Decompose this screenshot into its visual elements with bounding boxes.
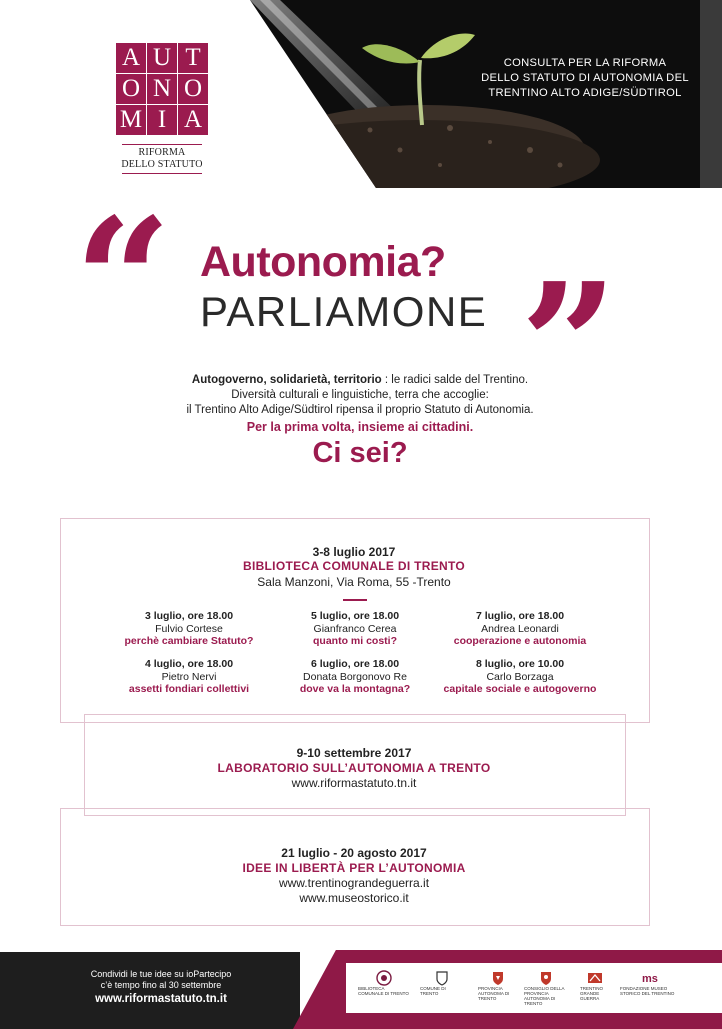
box3-url2-link[interactable]: www.museostorico.it — [299, 891, 409, 905]
logo-letter: N — [147, 74, 177, 104]
museo-storico-icon — [636, 970, 664, 986]
intro-line2: Diversità culturali e linguistiche, terra che accoglie: — [231, 389, 489, 401]
box3-title: IDEE IN LIBERTÀ PER L’AUTONOMIA — [242, 861, 466, 875]
header-edge-strip — [700, 0, 722, 188]
provincia-logo — [478, 970, 518, 1001]
box3-date: 21 luglio - 20 agosto 2017 — [281, 846, 427, 860]
logo-subtitle-line2: DELLO STATUTO — [121, 159, 203, 170]
event-item — [430, 610, 610, 648]
box1-address: Sala Manzoni, Via Roma, 55 -Trento — [257, 575, 451, 589]
share-url-link[interactable]: www.riformastatuto.tn.it — [95, 993, 227, 1005]
box1-venue: BIBLIOTECA COMUNALE DI TRENTO — [242, 559, 466, 573]
event-when: 8 luglio, ore 10.00 — [475, 658, 565, 670]
box3-url1-link[interactable]: www.trentinograndeguerra.it — [278, 876, 430, 890]
event-item — [265, 610, 445, 648]
logo-label: PROVINCIA AUTONOMA DI TRENTO — [478, 986, 510, 1001]
event-speaker: Carlo Borzaga — [486, 670, 554, 683]
logo-label: BIBLIOTECA COMUNALE DI TRENTO — [358, 986, 409, 996]
intro-text — [110, 373, 610, 418]
biblioteca-logo — [358, 970, 410, 996]
share-ideas-block — [72, 969, 250, 1007]
event-topic: dove va la montagna? — [299, 683, 411, 695]
intro-bold-lead: Autogoverno, solidarietà, territorio — [191, 374, 382, 386]
headline-subtitle: PARLIAMONE — [200, 288, 488, 335]
event-when: 7 luglio, ore 18.00 — [475, 610, 565, 622]
event-speaker: Andrea Leonardi — [481, 622, 559, 635]
logo-letter: U — [147, 43, 177, 73]
event-topic: quanto mi costi? — [313, 635, 397, 647]
logo-rule — [122, 144, 202, 145]
logo-letter: M — [116, 105, 146, 135]
box1-date: 3-8 luglio 2017 — [312, 545, 396, 559]
event-item — [99, 658, 279, 696]
event-item — [430, 658, 610, 696]
comune-crest-icon — [434, 970, 450, 986]
event-speaker: Fulvio Cortese — [155, 622, 223, 635]
share-line2: c’è tempo fino al 30 settembre — [100, 980, 222, 990]
logo-letter: A — [116, 43, 146, 73]
box2-title: LABORATORIO SULL’AUTONOMIA A TRENTO — [217, 761, 491, 775]
logo-subtitle — [116, 144, 208, 174]
logo-letter: I — [147, 105, 177, 135]
event-topic: capitale sociale e autogoverno — [443, 683, 597, 695]
ci-sei-heading: Ci sei? — [312, 437, 408, 469]
consulta-line: DELLO STATUTO DI AUTONOMIA DEL — [481, 72, 689, 84]
intro-lead-rest: : le radici salde del Trentino. — [381, 374, 529, 386]
trentino-grande-guerra-logo — [580, 970, 610, 1001]
prima-volta-text: Per la prima volta, insieme ai cittadini. — [246, 420, 474, 434]
consiglio-logo — [524, 970, 568, 1006]
headline-title: Autonomia? — [200, 238, 446, 286]
event-speaker: Donata Borgonovo Re — [303, 670, 407, 683]
grande-guerra-icon — [587, 970, 603, 986]
consulta-line: TRENTINO ALTO ADIGE/SÜDTIROL — [488, 87, 682, 99]
event-speaker: Gianfranco Cerea — [313, 622, 397, 635]
event-item — [99, 610, 279, 648]
event-when: 4 luglio, ore 18.00 — [144, 658, 234, 670]
logo-label: CONSIGLIO DELLA PROVINCIA AUTONOMA DI TRENTO — [524, 986, 565, 1006]
consiglio-crest-icon — [538, 970, 554, 986]
logo-letter: A — [178, 105, 208, 135]
open-quote-mark: “ — [74, 181, 172, 381]
event-speaker: Pietro Nervi — [161, 670, 217, 683]
biblioteca-icon — [376, 970, 392, 986]
svg-text:ms: ms — [642, 973, 658, 985]
event-when: 6 luglio, ore 18.00 — [310, 658, 400, 670]
intro-line3: il Trentino Alto Adige/Südtirol ripensa il proprio Statuto di Autonomia. — [186, 404, 534, 416]
logo-letter: O — [116, 74, 146, 104]
logo-label: TRENTINO GRANDE GUERRA — [580, 986, 603, 1001]
event-topic: cooperazione e autonomia — [453, 635, 587, 647]
event-when: 3 luglio, ore 18.00 — [144, 610, 234, 622]
box2-date: 9-10 settembre 2017 — [296, 746, 412, 760]
logo-rule — [122, 173, 202, 174]
provincia-crest-icon — [490, 970, 506, 986]
comune-logo — [420, 970, 464, 996]
event-item — [265, 658, 445, 696]
logo-label: FONDAZIONE MUSEO STORICO DEL TRENTINO — [620, 986, 675, 996]
event-topic: assetti fondiari collettivi — [128, 683, 250, 695]
autonomia-logo — [116, 43, 208, 176]
logo-letter-grid — [116, 43, 208, 135]
logo-label: COMUNE DI TRENTO — [420, 986, 446, 996]
event-topic: perchè cambiare Statuto? — [124, 635, 254, 647]
consulta-heading — [475, 56, 695, 101]
logo-letter: O — [178, 74, 208, 104]
consulta-line: CONSULTA PER LA RIFORMA — [503, 57, 667, 69]
event-when: 5 luglio, ore 18.00 — [310, 610, 400, 622]
intro-line1 — [110, 373, 610, 388]
share-line1: Condividi le tue idee su ioPartecipo — [90, 969, 232, 979]
box1-divider — [343, 599, 367, 601]
logo-subtitle-line1: RIFORMA — [138, 147, 186, 158]
close-quote-mark: ” — [520, 246, 618, 446]
logo-letter: T — [178, 43, 208, 73]
museo-storico-logo — [620, 970, 680, 996]
box2-url-link[interactable]: www.riformastatuto.tn.it — [291, 776, 417, 790]
